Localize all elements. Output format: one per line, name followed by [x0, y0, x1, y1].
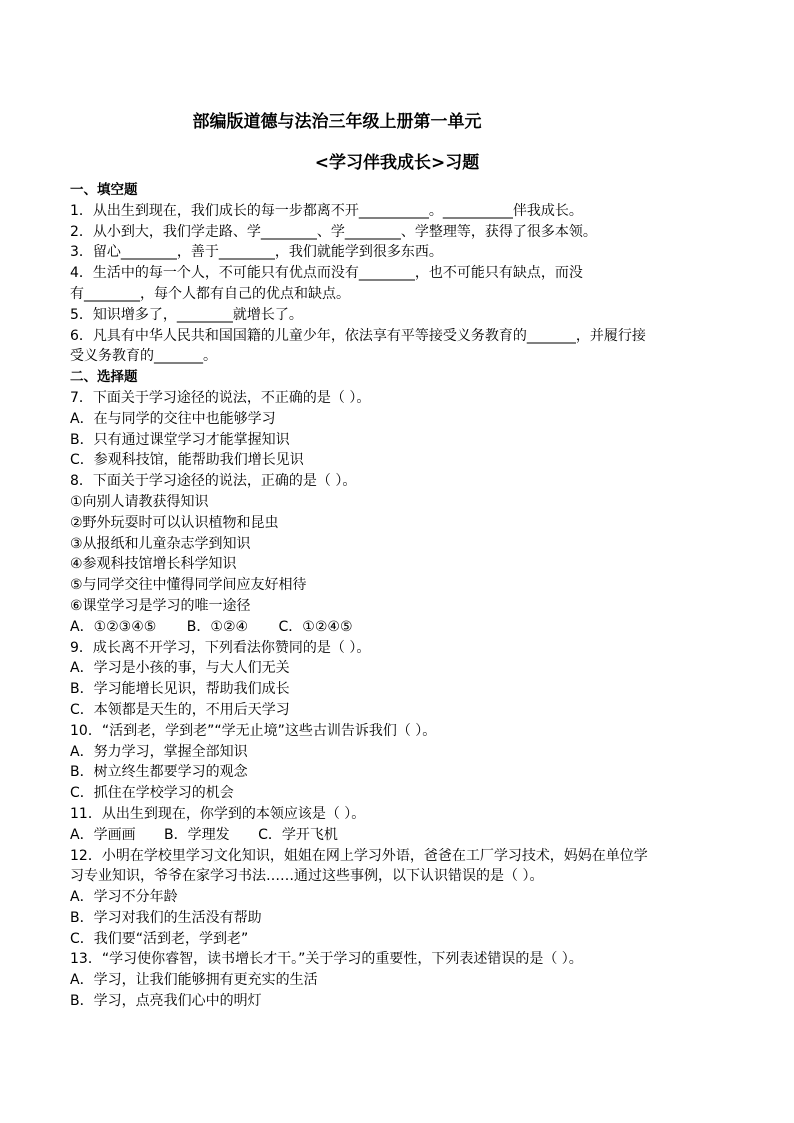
document-subtitle: <学习伴我成长>习题 — [314, 153, 480, 173]
question-stem: 12．小明在学校里学习文化知识，姐姐在网上学习外语，爸爸在工厂学习技术，妈妈在单位学 — [70, 847, 648, 864]
option: B．学习对我们的生活没有帮助 — [70, 909, 262, 926]
fill-line: 1．从出生到现在，我们成长的每一步都离不开__________。__________伴我成长。 — [70, 202, 583, 219]
question-stem: 习专业知识，爷爷在家学习书法……通过这些事例，以下认识错误的是（ ）。 — [70, 868, 544, 885]
option: A．学习不分年龄 — [70, 889, 178, 906]
option: A．在与同学的交往中也能够学习 — [70, 410, 276, 427]
option-row — [70, 617, 730, 638]
statement-item: ⑥课堂学习是学习的唯一途径 — [70, 597, 251, 614]
option: C．①②④⑤ — [278, 618, 353, 635]
statement-item: ①向别人请教获得知识 — [70, 493, 209, 510]
option: A．努力学习，掌握全部知识 — [70, 743, 248, 760]
fill-line: 5．知识增多了，________就增长了。 — [70, 306, 303, 323]
fill-line: 有________，每个人都有自己的优点和缺点。 — [70, 285, 350, 302]
document-title: 部编版道德与法治三年级上册第一单元 — [192, 112, 482, 132]
section-heading-choice: 二、选择题 — [70, 369, 138, 386]
statement-item: ③从报纸和儿童杂志学到知识 — [70, 535, 251, 552]
statement-item: ⑤与同学交往中懂得同学间应友好相待 — [70, 577, 307, 594]
fill-line: 6．凡具有中华人民共和国国籍的儿童少年，依法享有平等接受义务教育的_______，并履行接 — [70, 327, 646, 344]
option: C．参观科技馆，能帮助我们增长见识 — [70, 452, 304, 469]
option: B．学理发 — [164, 826, 230, 843]
question-stem: 8．下面关于学习途径的说法，正确的是（ ）。 — [70, 473, 357, 490]
statement-item: ④参观科技馆增长科学知识 — [70, 556, 237, 573]
option: A．①②③④⑤ — [70, 618, 157, 635]
question-stem: 10．“活到老，学到老”“学无止境”这些古训告诉我们（ ）。 — [70, 722, 437, 739]
option: C．本领都是天生的，不用后天学习 — [70, 701, 290, 718]
option: B．①②④ — [186, 618, 249, 635]
fill-line: 4．生活中的每一个人，不可能只有优点而没有________，也不可能只有缺点，而没 — [70, 265, 583, 282]
option: C．我们要“活到老，学到老” — [70, 930, 249, 947]
option: B．学习，点亮我们心中的明灯 — [70, 993, 262, 1010]
fill-line: 3．留心________，善于________，我们就能学到很多东西。 — [70, 244, 443, 261]
option: A．学习，让我们能够拥有更充实的生活 — [70, 972, 318, 989]
option: B．只有通过课堂学习才能掌握知识 — [70, 431, 290, 448]
document-body — [70, 180, 730, 1012]
option: C．抓住在学校学习的机会 — [70, 785, 234, 802]
option: B．学习能增长见识，帮助我们成长 — [70, 681, 290, 698]
option: A．学画画 — [70, 826, 136, 843]
question-stem: 11．从出生到现在，你学到的本领应该是（ ）。 — [70, 805, 366, 822]
section-heading-fill: 一、填空题 — [70, 182, 138, 198]
option: B．树立终生都要学习的观念 — [70, 764, 248, 781]
option: A．学习是小孩的事，与大人们无关 — [70, 660, 290, 677]
question-stem: 9．成长离不开学习，下列看法你赞同的是（ ）。 — [70, 639, 371, 656]
statement-item: ②野外玩耍时可以认识植物和昆虫 — [70, 514, 279, 531]
fill-line: 2．从小到大，我们学走路、学________、学________、学整理等，获得了很多本领。 — [70, 223, 597, 240]
fill-line: 受义务教育的_______。 — [70, 348, 217, 365]
question-stem: 7．下面关于学习途径的说法，不正确的是（ ）。 — [70, 389, 371, 406]
question-stem: 13．“学习使你睿智，读书增长才干。”关于学习的重要性，下列表述错误的是（ ）。 — [70, 951, 583, 968]
option-row — [70, 825, 730, 846]
option: C．学开飞机 — [258, 826, 338, 843]
